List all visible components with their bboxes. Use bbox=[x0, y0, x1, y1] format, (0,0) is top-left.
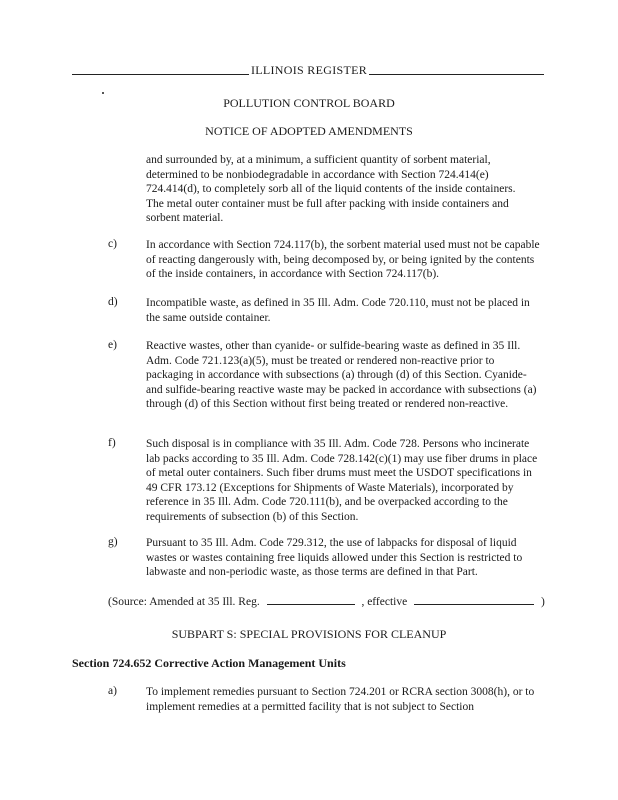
item-d-text: Incompatible waste, as defined in 35 Ill. Adm. Code 720.110, must not be placed in the same outside container. bbox=[146, 297, 530, 324]
section-heading: Section 724.652 Corrective Action Management Units bbox=[72, 656, 346, 670]
source-middle: , effective bbox=[361, 596, 408, 608]
item-d-label: d) bbox=[108, 296, 118, 308]
board-title: POLLUTION CONTROL BOARD bbox=[223, 96, 395, 110]
register-title bbox=[0, 63, 618, 78]
scan-speck bbox=[102, 92, 104, 94]
item-f-label: f) bbox=[108, 437, 116, 449]
notice-title: NOTICE OF ADOPTED AMENDMENTS bbox=[205, 124, 413, 138]
item-e-label: e) bbox=[108, 339, 117, 351]
item-e-text: Reactive wastes, other than cyanide- or sulfide-bearing waste as defined in 35 Ill. Adm. Code 721.123(a)(5), must be treated or rendered non-reactive prior to packaging in accordance with subsections (a) through (d) of this Section. Cyanide- and sulfide-bearing reactive waste may be packed in accordance with subsections (a) through (d) of this Section without first being treated or rendered non-reactive. bbox=[146, 340, 537, 410]
subpart-heading: SUBPART S: SPECIAL PROVISIONS FOR CLEANUP bbox=[171, 627, 447, 641]
source-suffix: ) bbox=[540, 596, 545, 608]
item-g-text: Pursuant to 35 Ill. Adm. Code 729.312, the use of labpacks for disposal of liquid wastes or wastes containing free liquids allowed under this Section is restricted to labwaste and non-periodic waste, as those terms are defined in that Part. bbox=[146, 537, 523, 578]
source-date-blank bbox=[414, 595, 534, 605]
continuation-paragraph: and surrounded by, at a minimum, a sufficient quantity of sorbent material, determined to be nonbiodegradable in accordance with Section 724.414(e) 724.414(d), to completely sorb all of the liquid contents of the inside containers. The metal outer container must be full after packing with inside containers and sorbent material. bbox=[146, 154, 516, 224]
item-c-label: c) bbox=[108, 238, 117, 250]
item-a-label: a) bbox=[108, 685, 117, 697]
item-g-label: g) bbox=[108, 536, 118, 548]
source-reg-blank bbox=[267, 595, 355, 605]
item-a-text: To implement remedies pursuant to Section 724.201 or RCRA section 3008(h), or to implement remedies at a permitted facility that is not subject to Section bbox=[146, 686, 535, 713]
source-note bbox=[108, 595, 545, 608]
item-f-text: Such disposal is in compliance with 35 Ill. Adm. Code 728. Persons who incinerate lab packs according to 35 Ill. Adm. Code 728.142(c)(1) may use fiber drums in place of metal outer containers. Such fiber drums must meet the USDOT specifications in 49 CFR 173.12 (Exceptions for Shipments of Waste Materials), incorporated by reference in 35 Ill. Adm. Code 720.111(b), and be overpacked according to the requirements of subsection (b) of this Section. bbox=[146, 438, 538, 523]
source-prefix: (Source: Amended at 35 Ill. Reg. bbox=[108, 596, 260, 608]
item-c-text: In accordance with Section 724.117(b), the sorbent material used must not be capable of reacting dangerously with, being decomposed by, or being ignited by the contents of the inside containers, in accordance with Section 724.117(b). bbox=[146, 239, 540, 280]
register-title-text: ILLINOIS REGISTER bbox=[250, 63, 368, 77]
